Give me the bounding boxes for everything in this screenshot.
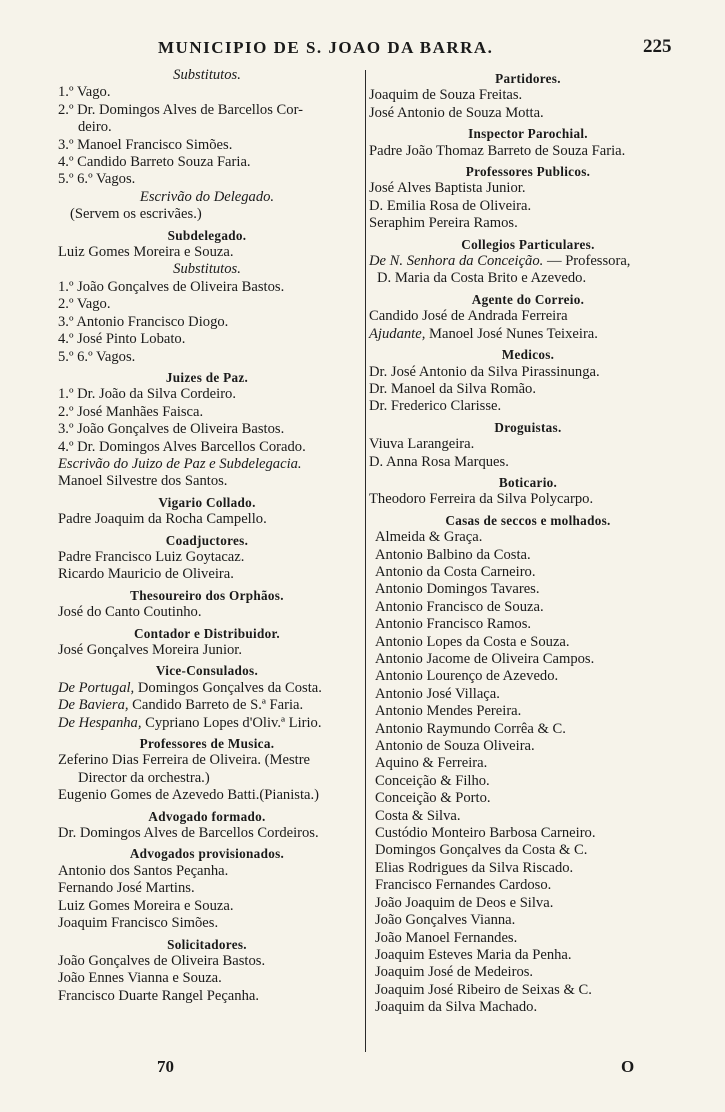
entry-line: (Servem os escrivães.) [70, 206, 202, 223]
section-heading: Droguistas. [494, 419, 562, 435]
entry-italic-label: Ajudante, [369, 325, 426, 342]
section-heading: Contador e Distribuidor. [133, 625, 281, 641]
list-item: Antonio Raymundo Corrêa & C. [375, 720, 566, 737]
entry-line: José Alves Baptista Junior. [369, 180, 526, 197]
section-subheading: Escrivão do Delegado. [139, 188, 275, 205]
footer-mark: O [621, 1057, 635, 1076]
section-heading: Coadjuctores. [165, 532, 249, 548]
section-heading: Agente do Correio. [471, 291, 585, 307]
entry-text: — Professora, [546, 253, 631, 270]
list-item: Antonio Lourenço de Azevedo. [375, 668, 559, 685]
section-heading: Vice-Consulados. [155, 663, 259, 679]
entry-line: Padre Joaquim da Rocha Campello. [58, 511, 267, 528]
entry-text: Manoel José Nunes Teixeira. [429, 325, 598, 342]
list-item: Aquino & Ferreira. [375, 755, 488, 772]
entry-line: José Antonio de Souza Motta. [369, 104, 544, 121]
list-item: Antonio Domingos Tavares. [375, 581, 540, 598]
entry-line: 2.º Vago. [58, 296, 111, 313]
entry-line: 3.º Manoel Francisco Simões. [58, 136, 233, 153]
list-item: João Manoel Fernandes. [375, 929, 518, 946]
section-heading: Advogado formado. [148, 808, 266, 824]
list-item: Antonio Jacome de Oliveira Campos. [375, 651, 595, 667]
entry-line: 2.º José Manhães Faisca. [58, 403, 204, 420]
entry-text: Candido Barreto de S.ª Faria. [132, 697, 304, 714]
list-item: Antonio Mendes Pereira. [375, 703, 522, 720]
list-item: Antonio José Villaça. [375, 685, 500, 702]
list-item: Antonio de Souza Oliveira. [375, 738, 535, 755]
list-item: Antonio da Costa Carneiro. [375, 563, 536, 580]
entry-continuation: deiro. [78, 119, 112, 136]
entry-line: Candido José de Andrada Ferreira [369, 308, 568, 325]
entry-line: 2.º Dr. Domingos Alves de Barcellos Cor- [58, 101, 304, 118]
entry-line: José do Canto Coutinho. [58, 604, 202, 621]
italic-entry: Escrivão do Juizo de Paz e Subdelegacia. [58, 455, 302, 472]
entry-line [50, 680, 364, 697]
list-item: Conceição & Porto. [375, 790, 491, 807]
section-heading: Thesoureiro dos Orphãos. [130, 587, 284, 603]
signature-mark: 70 [157, 1057, 174, 1076]
list-item: Elias Rodrigues da Silva Riscado. [375, 859, 574, 876]
section-heading: Boticario. [498, 474, 558, 490]
entry-line: João Gonçalves de Oliveira Bastos. [58, 952, 266, 969]
section-heading: Subdelegado. [167, 227, 247, 243]
section-heading: Vigario Collado. [158, 494, 256, 510]
entry-italic-label: De Portugal, [58, 679, 135, 696]
left-column [50, 67, 364, 1005]
entry-continuation: D. Maria da Costa Brito e Azevedo. [377, 270, 587, 287]
entry-line: Antonio dos Santos Peçanha. [58, 862, 229, 879]
entry-line: 1.º João Gonçalves de Oliveira Bastos. [58, 278, 285, 295]
entry-line: Dr. Frederico Clarisse. [369, 398, 502, 415]
entry-line: Padre João Thomaz Barreto de Souza Faria. [369, 142, 626, 159]
entry-line: 3.º Antonio Francisco Diogo. [58, 313, 229, 330]
section-heading: Professores de Musica. [139, 736, 275, 752]
section-heading: Casas de seccos e molhados. [445, 512, 611, 528]
list-item: Antonio Lopes da Costa e Souza. [375, 633, 570, 650]
entry-line: Eugenio Gomes de Azevedo Batti.(Pianista.) [58, 787, 320, 804]
entry-line: José Gonçalves Moreira Junior. [58, 642, 243, 658]
entry-italic-label: De Baviera, [58, 697, 129, 714]
section-heading: Inspector Parochial. [468, 126, 588, 142]
list-item: João Gonçalves Vianna. [375, 912, 516, 929]
entry-line: João Ennes Vianna e Souza. [58, 970, 222, 987]
list-item: Joaquim José de Medeiros. [375, 964, 534, 981]
entry-line: D. Emilia Rosa de Oliveira. [369, 197, 532, 214]
entry-line [50, 697, 364, 714]
list-item: Joaquim Esteves Maria da Penha. [375, 946, 572, 963]
entry-line [369, 326, 687, 343]
entry-line: 4.º Dr. Domingos Alves Barcellos Corado. [58, 438, 306, 455]
list-item: Antonio Balbino da Costa. [375, 546, 531, 563]
entry-line: Luiz Gomes Moreira e Souza. [58, 897, 234, 914]
entry-line: Padre Francisco Luiz Goytacaz. [58, 548, 245, 565]
entry-line: Dr. José Antonio da Silva Pirassinunga. [369, 363, 600, 380]
entry-continuation: Director da orchestra.) [78, 769, 210, 786]
entry-text: Domingos Gonçalves da Costa. [137, 679, 322, 696]
running-title: MUNICIPIO DE S. JOAO DA BARRA. [158, 38, 494, 57]
section-heading: Medicos. [501, 347, 555, 363]
entry-line: Theodoro Ferreira da Silva Polycarpo. [369, 491, 594, 508]
entry-line [50, 715, 364, 732]
page-number: 225 [643, 36, 672, 57]
list-item: Antonio Francisco de Souza. [375, 598, 544, 615]
list-item: Antonio Francisco Ramos. [375, 616, 532, 633]
entry-italic-label: De Hespanha, [58, 714, 142, 731]
list-item: Almeida & Graça. [375, 529, 483, 546]
entry-italic-label: De N. Senhora da Conceição. [369, 253, 544, 270]
section-subheading: Substitutos. [173, 261, 241, 278]
entry-line: Manoel Silvestre dos Santos. [58, 473, 228, 490]
entry-line: 3.º João Gonçalves de Oliveira Bastos. [58, 421, 285, 438]
list-item: Costa & Silva. [375, 807, 461, 824]
section-heading: Collegios Particulares. [461, 236, 595, 252]
section-subheading: Substitutos. [173, 67, 241, 83]
list-item: Francisco Fernandes Cardoso. [375, 877, 552, 894]
list-item: Conceição & Filho. [375, 772, 490, 789]
entry-line: 5.º 6.º Vagos. [58, 171, 136, 188]
entry-line [369, 253, 687, 270]
section-heading: Juizes de Paz. [165, 369, 249, 385]
entry-line: Dr. Manoel da Silva Romão. [369, 380, 536, 397]
entry-line: 1.º Dr. João da Silva Cordeiro. [58, 386, 237, 403]
entry-line: Francisco Duarte Rangel Peçanha. [58, 987, 259, 1004]
entry-line: Fernando José Martins. [58, 880, 195, 897]
list-item: João Joaquim de Deos e Silva. [375, 894, 554, 911]
entry-line: D. Anna Rosa Marques. [369, 453, 509, 470]
entry-line: 1.º Vago. [58, 84, 111, 101]
entry-line: 4.º José Pinto Lobato. [58, 331, 186, 348]
section-heading: Partidores. [495, 71, 561, 86]
section-heading: Solicitadores. [167, 936, 247, 952]
column-rule [365, 70, 366, 1052]
entry-text: Cypriano Lopes d'Oliv.ª Lirio. [145, 714, 322, 731]
list-item: Joaquim da Silva Machado. [375, 999, 538, 1016]
list-item: Joaquim José Ribeiro de Seixas & C. [375, 981, 592, 998]
list-item: Custódio Monteiro Barbosa Carneiro. [375, 825, 596, 842]
section-heading: Advogados provisionados. [129, 846, 285, 862]
entry-line: Ricardo Mauricio de Oliveira. [58, 566, 234, 583]
list-item: Domingos Gonçalves da Costa & C. [375, 842, 588, 859]
entry-line: 5.º 6.º Vagos. [58, 348, 136, 365]
entry-line: Viuva Larangeira. [369, 436, 475, 453]
entry-line: 4.º Candido Barreto Souza Faria. [58, 154, 251, 171]
entry-line: Zeferino Dias Ferreira de Oliveira. (Mestre [58, 752, 311, 769]
entry-line: Joaquim Francisco Simões. [58, 915, 219, 932]
section-heading: Professores Publicos. [465, 164, 591, 180]
entry-line: Dr. Domingos Alves de Barcellos Cordeiros. [58, 825, 319, 842]
right-column [369, 67, 687, 1017]
entry-line: Joaquim de Souza Freitas. [369, 87, 523, 104]
entry-line: Luiz Gomes Moreira e Souza. [58, 244, 234, 261]
entry-line: Seraphim Pereira Ramos. [369, 215, 518, 232]
